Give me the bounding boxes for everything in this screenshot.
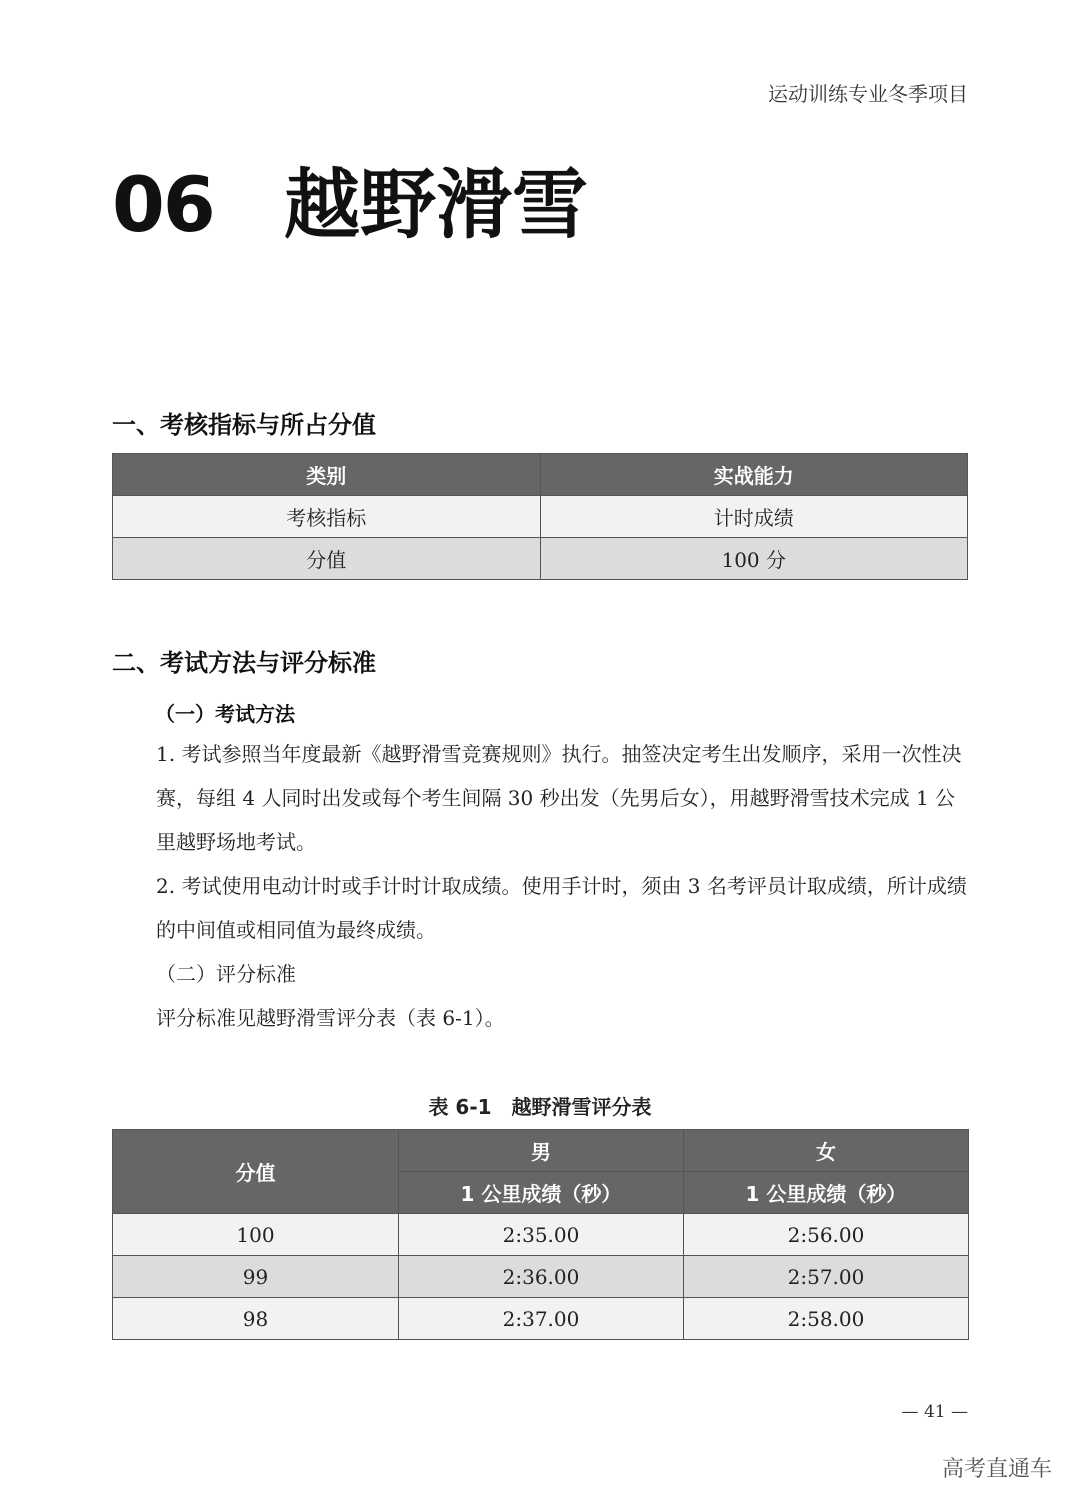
subheading-scoring: （二）评分标准	[156, 962, 296, 986]
chapter-title: 越野滑雪	[284, 160, 588, 249]
male-time-cell: 2:36.00	[399, 1256, 684, 1298]
paragraph-3: 评分标准见越野滑雪评分表（表 6-1）。	[156, 1006, 505, 1030]
index-table-cell: 100 分	[540, 538, 968, 580]
index-table-cell: 分值	[113, 538, 541, 580]
table-row	[113, 1256, 969, 1298]
male-subheader: 1 公里成绩（秒）	[399, 1172, 684, 1214]
female-time-cell: 2:56.00	[684, 1214, 969, 1256]
index-table	[112, 453, 968, 580]
score-table	[112, 1129, 969, 1340]
female-time-cell: 2:58.00	[684, 1298, 969, 1340]
female-time-cell: 2:57.00	[684, 1256, 969, 1298]
chapter-number: 06	[112, 160, 214, 249]
score-cell: 100	[113, 1214, 399, 1256]
index-table-cell: 考核指标	[113, 496, 541, 538]
score-column-header: 分值	[113, 1130, 399, 1214]
section2-heading: 二、考试方法与评分标准	[112, 649, 376, 677]
section1-heading: 一、考核指标与所占分值	[112, 411, 376, 439]
paragraph-2: 2. 考试使用电动计时或手计时计取成绩。使用手计时，须由 3 名考评员计取成绩，所计成绩的中间值或相同值为最终成绩。	[156, 874, 967, 942]
score-cell: 98	[113, 1298, 399, 1340]
page-number: — 41 —	[901, 1402, 968, 1422]
female-column-header: 女	[684, 1130, 969, 1172]
watermark-text: 高考直通车	[941, 1457, 1052, 1482]
paragraph-1: 1. 考试参照当年度最新《越野滑雪竞赛规则》执行。抽签决定考生出发顺序，采用一次性决赛，每组 4 人同时出发或每个考生间隔 30 秒出发（先男后女），用越野滑雪技术完成 1 公里越野场地考试。	[156, 742, 962, 854]
index-table-header: 实战能力	[540, 454, 968, 496]
female-subheader: 1 公里成绩（秒）	[684, 1172, 969, 1214]
male-column-header: 男	[399, 1130, 684, 1172]
index-table-cell: 计时成绩	[540, 496, 968, 538]
exam-method-text	[112, 732, 970, 1040]
male-time-cell: 2:37.00	[399, 1298, 684, 1340]
score-cell: 99	[113, 1256, 399, 1298]
table-caption: 表 6-1 越野滑雪评分表	[428, 1095, 652, 1119]
table-row	[113, 1214, 969, 1256]
subheading-exam-method: （一）考试方法	[155, 702, 295, 726]
running-header: 运动训练专业冬季项目	[768, 82, 968, 106]
table-row	[113, 1298, 969, 1340]
male-time-cell: 2:35.00	[399, 1214, 684, 1256]
index-table-header: 类别	[113, 454, 541, 496]
